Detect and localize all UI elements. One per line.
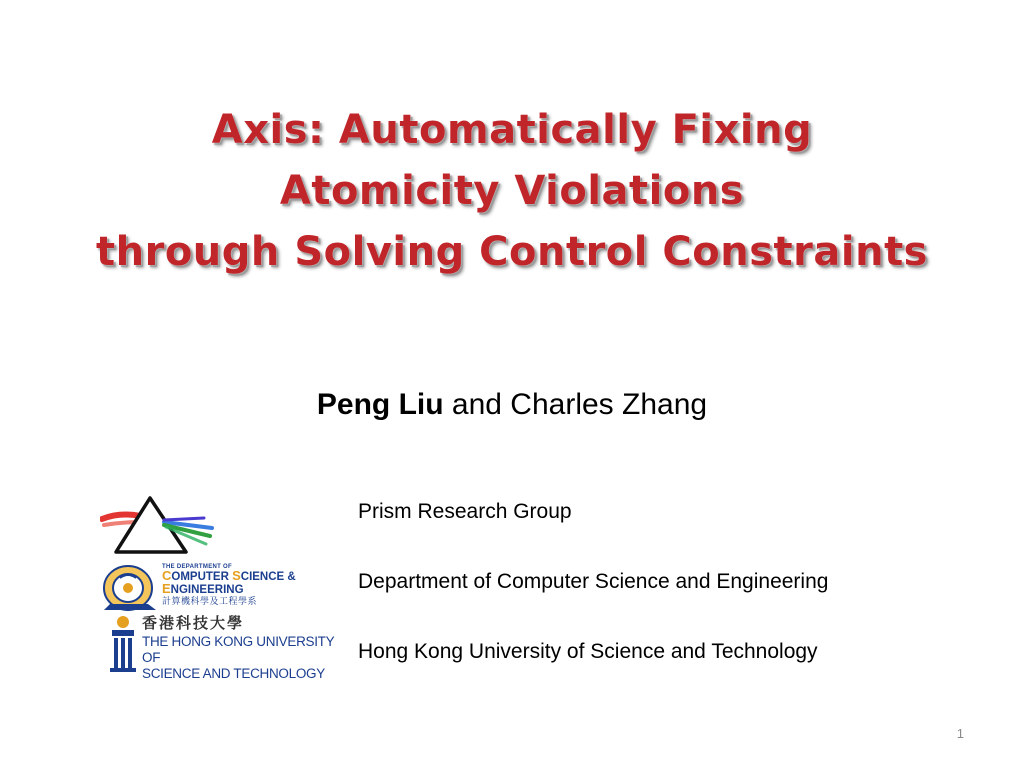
cse-logo-chinese: 計算機科學及工程學系	[162, 596, 258, 606]
hkust-logo-text	[142, 614, 338, 682]
first-author: Peng Liu	[316, 388, 444, 421]
title-line-3: through Solving Control Constraints	[96, 229, 928, 275]
authors	[0, 388, 1024, 422]
hkust-logo-line2: SCIENCE AND TECHNOLOGY	[142, 666, 325, 681]
slide-title	[0, 100, 1024, 283]
cse-logo-small: THE DEPARTMENT OF	[162, 564, 232, 570]
cse-logo-line1: COMPUTER SCIENCE &	[162, 568, 296, 583]
hkust-logo-chinese: 香港科技大學	[142, 615, 245, 632]
prism-logo	[100, 492, 216, 558]
affiliation-department: Department of Computer Science and Engineering	[358, 570, 829, 593]
hkust-logo-line1: THE HONG KONG UNIVERSITY OF	[142, 634, 335, 665]
hkust-logo	[108, 614, 338, 681]
title-line-1: Axis: Automatically Fixing	[211, 107, 813, 153]
cse-logo-line2: ENGINEERING	[162, 581, 244, 596]
cse-logo-text	[162, 564, 296, 607]
title-line-2: Atomicity Violations	[279, 168, 745, 214]
affiliation-group: Prism Research Group	[358, 500, 572, 523]
slide-number: 1	[956, 726, 964, 741]
cse-department-logo	[100, 558, 310, 616]
affiliation-university: Hong Kong University of Science and Technology	[358, 640, 818, 663]
other-authors: and Charles Zhang	[443, 388, 708, 421]
